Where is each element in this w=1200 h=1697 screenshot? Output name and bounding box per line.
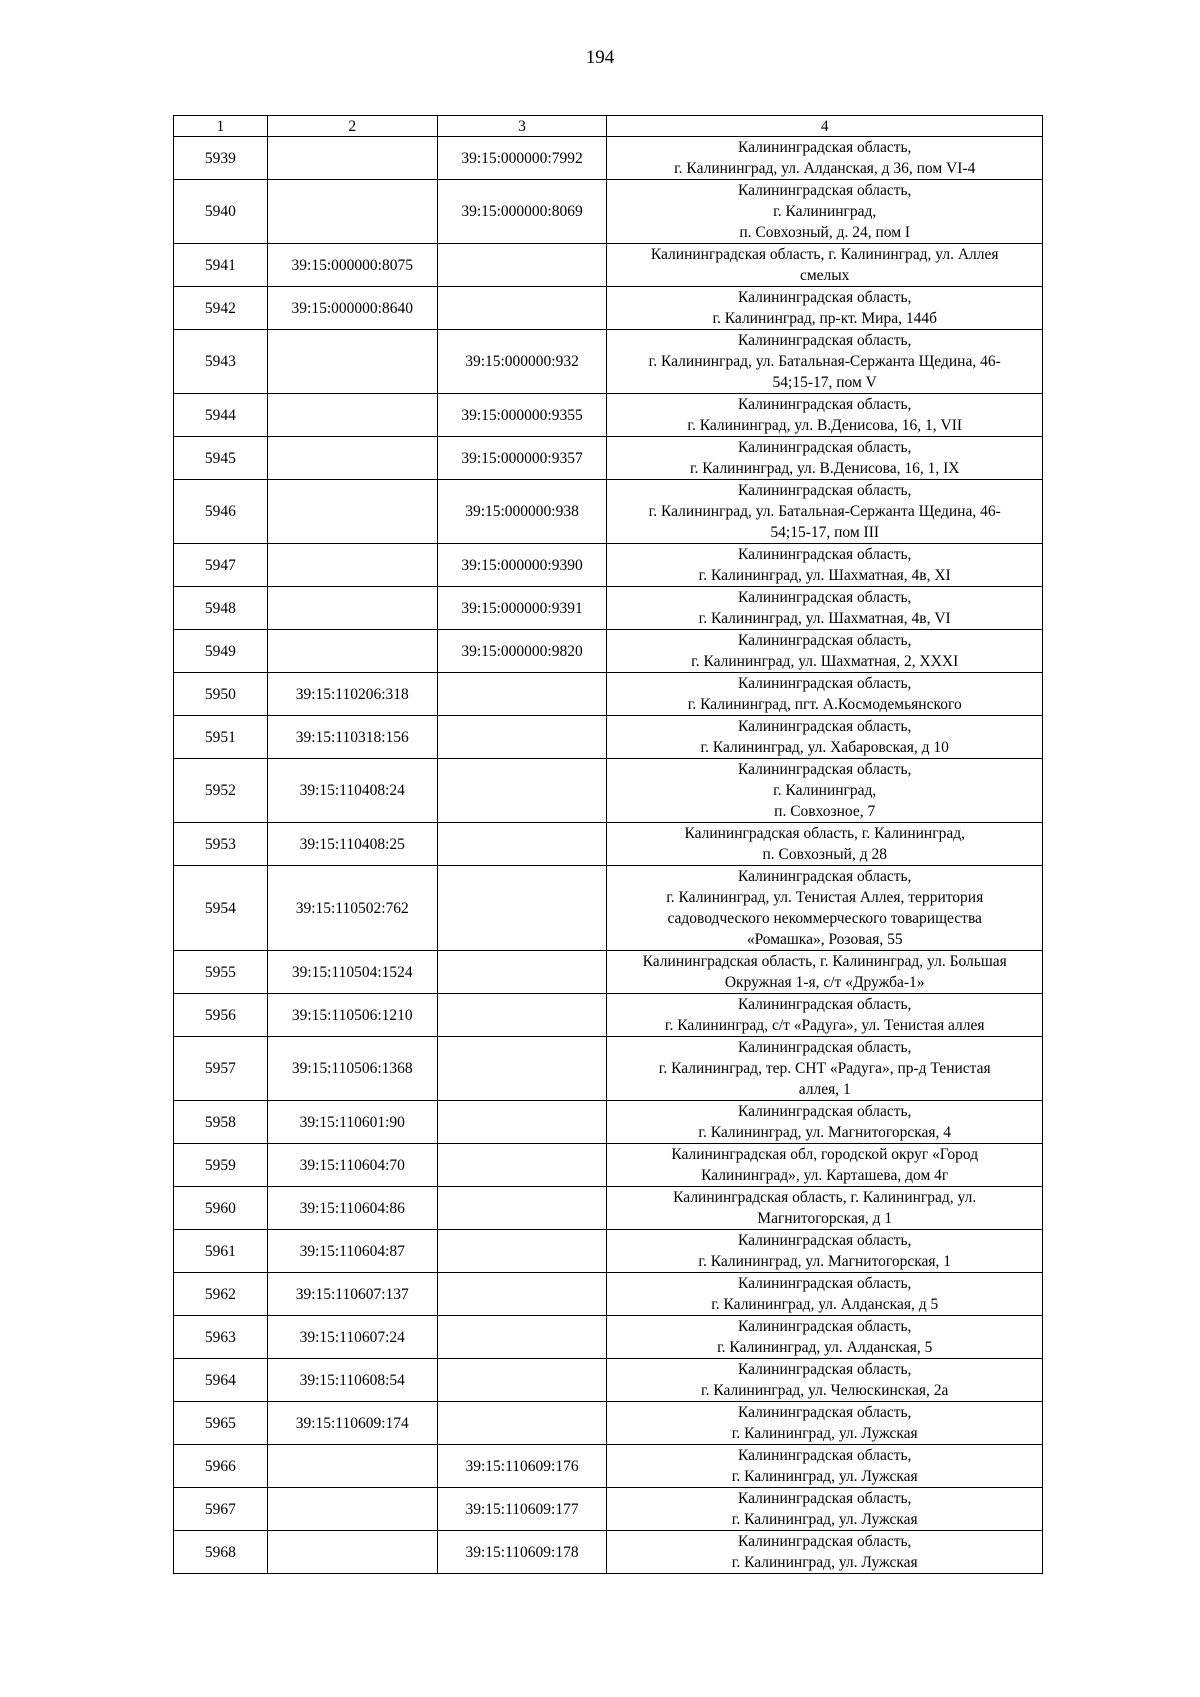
- row-number-cell: 5950: [174, 673, 268, 716]
- row-number-cell: 5942: [174, 287, 268, 330]
- address-line: п. Совхозный, д. 24, пом I: [739, 224, 911, 241]
- table-row: [174, 823, 1043, 866]
- address-cell: [607, 866, 1043, 951]
- cadastral-number-cell: [267, 544, 437, 587]
- cadastral-number-cell: 39:15:110609:177: [437, 1488, 607, 1531]
- address-cell: [607, 759, 1043, 823]
- cadastral-number-cell: 39:15:110601:90: [267, 1101, 437, 1144]
- address-line: г. Калининград, ул. Батальная-Сержанта Щедина, 46-: [648, 353, 1001, 370]
- column-number: 2: [267, 116, 437, 137]
- address-line: п. Совхозное, 7: [774, 803, 876, 820]
- table-row: [174, 587, 1043, 630]
- row-number-cell: 5948: [174, 587, 268, 630]
- address-cell: [607, 1531, 1043, 1574]
- address-line: Калининградская область,: [737, 482, 912, 499]
- cadastral-number-cell: [437, 673, 607, 716]
- row-number-cell: 5954: [174, 866, 268, 951]
- address-line: Калининградская область, г. Калининград, ул. Большая: [642, 953, 1007, 970]
- cadastral-number-cell: 39:15:110609:174: [267, 1402, 437, 1445]
- row-number-cell: 5967: [174, 1488, 268, 1531]
- address-line: г. Калининград, ул. Шахматная, 4в, VI: [698, 610, 951, 627]
- address-line: Калининградская область,: [737, 139, 912, 156]
- cadastral-number-cell: 39:15:110609:176: [437, 1445, 607, 1488]
- address-line: Калининградская область,: [737, 868, 912, 885]
- address-line: Калининградская область,: [737, 632, 912, 649]
- cadastral-number-cell: [267, 1445, 437, 1488]
- address-line: садоводческого некоммерческого товарищества: [667, 910, 982, 927]
- address-line: Калининградская область, г. Калининград, ул. Аллея: [650, 246, 999, 263]
- table-row: [174, 1402, 1043, 1445]
- table-row: [174, 544, 1043, 587]
- row-number-cell: 5968: [174, 1531, 268, 1574]
- row-number-cell: 5939: [174, 137, 268, 180]
- table-row: [174, 437, 1043, 480]
- address-cell: [607, 394, 1043, 437]
- address-line: Калининградская область,: [737, 996, 912, 1013]
- address-line: 54;15-17, пом V: [772, 374, 877, 391]
- row-number-cell: 5955: [174, 951, 268, 994]
- table-row: [174, 137, 1043, 180]
- cadastral-number-cell: [267, 437, 437, 480]
- address-line: г. Калининград, ул. Лужская: [731, 1468, 918, 1485]
- row-number-cell: 5940: [174, 180, 268, 244]
- address-line: г. Калининград, пр-кт. Мира, 144б: [712, 310, 937, 327]
- cadastral-number-cell: 39:15:000000:932: [437, 330, 607, 394]
- cadastral-number-cell: 39:15:110604:86: [267, 1187, 437, 1230]
- cadastral-number-cell: 39:15:000000:9357: [437, 437, 607, 480]
- cadastral-number-cell: [437, 994, 607, 1037]
- cadastral-number-cell: 39:15:110604:70: [267, 1144, 437, 1187]
- address-line: Калининградская область,: [737, 1318, 912, 1335]
- column-number: 3: [437, 116, 607, 137]
- row-number-cell: 5956: [174, 994, 268, 1037]
- address-line: г. Калининград, ул. Лужская: [731, 1554, 918, 1571]
- address-line: г. Калининград, ул. В.Денисова, 16, 1, IX: [689, 460, 960, 477]
- address-cell: [607, 673, 1043, 716]
- address-line: г. Калининград, ул. Лужская: [731, 1425, 918, 1442]
- address-line: Калининградская область,: [737, 1039, 912, 1056]
- cadastral-number-cell: 39:15:110607:24: [267, 1316, 437, 1359]
- row-number-cell: 5966: [174, 1445, 268, 1488]
- cadastral-number-cell: [267, 394, 437, 437]
- row-number-cell: 5945: [174, 437, 268, 480]
- cadastral-number-cell: [267, 180, 437, 244]
- row-number-cell: 5943: [174, 330, 268, 394]
- address-cell: [607, 630, 1043, 673]
- table-row: [174, 630, 1043, 673]
- cadastral-number-cell: [437, 1144, 607, 1187]
- address-line: Калининградская область,: [737, 1275, 912, 1292]
- address-line: г. Калининград, пгт. А.Космодемьянского: [687, 696, 962, 713]
- table-row: [174, 673, 1043, 716]
- cadastral-number-cell: [267, 587, 437, 630]
- address-cell: [607, 480, 1043, 544]
- address-cell: [607, 1445, 1043, 1488]
- address-cell: [607, 1144, 1043, 1187]
- row-number-cell: 5960: [174, 1187, 268, 1230]
- address-cell: [607, 951, 1043, 994]
- cadastral-number-cell: 39:15:000000:9355: [437, 394, 607, 437]
- row-number-cell: 5957: [174, 1037, 268, 1101]
- address-line: Калининградская область,: [737, 1232, 912, 1249]
- row-number-cell: 5951: [174, 716, 268, 759]
- address-cell: [607, 1101, 1043, 1144]
- cadastral-number-cell: 39:15:110206:318: [267, 673, 437, 716]
- address-line: г. Калининград, ул. В.Денисова, 16, 1, VII: [687, 417, 963, 434]
- address-line: г. Калининград, ул. Батальная-Сержанта Щедина, 46-: [648, 503, 1001, 520]
- table-row: [174, 244, 1043, 287]
- cadastral-number-cell: 39:15:000000:9391: [437, 587, 607, 630]
- address-line: Калининградская область,: [737, 1490, 912, 1507]
- cadastral-number-cell: [437, 716, 607, 759]
- address-line: Калининградская область,: [737, 332, 912, 349]
- address-cell: [607, 180, 1043, 244]
- address-line: г. Калининград, с/т «Радуга», ул. Тенистая аллея: [664, 1017, 985, 1034]
- address-cell: [607, 587, 1043, 630]
- row-number-cell: 5961: [174, 1230, 268, 1273]
- cadastral-number-cell: 39:15:110318:156: [267, 716, 437, 759]
- table-row: [174, 1101, 1043, 1144]
- cadastral-number-cell: 39:15:110609:178: [437, 1531, 607, 1574]
- address-line: г. Калининград, ул. Хабаровская, д 10: [700, 739, 949, 756]
- address-line: г. Калининград, ул. Шахматная, 2, XXXI: [691, 653, 959, 670]
- table-row: [174, 330, 1043, 394]
- cadastral-number-cell: [437, 1316, 607, 1359]
- cadastral-number-cell: [267, 137, 437, 180]
- address-cell: [607, 1402, 1043, 1445]
- table-row: [174, 1359, 1043, 1402]
- cadastral-number-cell: [437, 1187, 607, 1230]
- address-line: Калининградская область, г. Калининград, ул.: [673, 1189, 977, 1206]
- address-line: Магнитогорская, д 1: [757, 1210, 893, 1227]
- address-line: Калининградская область,: [737, 1361, 912, 1378]
- table-row: [174, 1230, 1043, 1273]
- address-line: Калининградская область,: [737, 439, 912, 456]
- address-line: Калининград», ул. Карташева, дом 4г: [701, 1167, 949, 1184]
- cadastral-number-cell: 39:15:110506:1210: [267, 994, 437, 1037]
- row-number-cell: 5949: [174, 630, 268, 673]
- table-row: [174, 1316, 1043, 1359]
- address-cell: [607, 137, 1043, 180]
- address-cell: [607, 823, 1043, 866]
- column-number: 4: [607, 116, 1043, 137]
- address-line: Калининградская область,: [737, 1447, 912, 1464]
- table-row: [174, 180, 1043, 244]
- cadastral-number-cell: [437, 1359, 607, 1402]
- row-number-cell: 5963: [174, 1316, 268, 1359]
- address-line: Калининградская область,: [737, 675, 912, 692]
- address-line: г. Калининград, ул. Алданская, д 36, пом VI-4: [674, 160, 976, 177]
- address-line: Калининградская обл, городской округ «Город: [671, 1146, 979, 1163]
- address-line: Калининградская область,: [737, 761, 912, 778]
- address-line: 54;15-17, пом III: [770, 524, 880, 541]
- page-number: 194: [585, 47, 615, 68]
- row-number-cell: 5959: [174, 1144, 268, 1187]
- cadastral-number-cell: [437, 1101, 607, 1144]
- cadastral-number-cell: 39:15:000000:938: [437, 480, 607, 544]
- address-cell: [607, 1230, 1043, 1273]
- address-cell: [607, 1316, 1043, 1359]
- address-line: «Ромашка», Розовая, 55: [746, 931, 903, 948]
- cadastral-number-cell: 39:15:000000:8075: [267, 244, 437, 287]
- address-line: Калининградская область, г. Калининград,: [684, 825, 965, 842]
- cadastral-number-cell: [437, 1402, 607, 1445]
- table-row: [174, 759, 1043, 823]
- row-number-cell: 5952: [174, 759, 268, 823]
- table-row: [174, 1187, 1043, 1230]
- column-number: 1: [174, 116, 268, 137]
- address-line: Калининградская область,: [737, 1404, 912, 1421]
- row-number-cell: 5944: [174, 394, 268, 437]
- cadastral-number-cell: [437, 866, 607, 951]
- address-cell: [607, 1359, 1043, 1402]
- table-row: [174, 1531, 1043, 1574]
- address-cell: [607, 437, 1043, 480]
- cadastral-number-cell: 39:15:110604:87: [267, 1230, 437, 1273]
- address-line: Калининградская область,: [737, 182, 912, 199]
- cadastral-number-cell: 39:15:000000:7992: [437, 137, 607, 180]
- address-line: Калининградская область,: [737, 718, 912, 735]
- row-number-cell: 5947: [174, 544, 268, 587]
- table-row: [174, 394, 1043, 437]
- address-line: Калининградская область,: [737, 546, 912, 563]
- row-number-cell: 5941: [174, 244, 268, 287]
- table-row: [174, 1144, 1043, 1187]
- address-line: г. Калининград, ул. Магнитогорская, 1: [698, 1253, 952, 1270]
- cadastral-number-cell: 39:15:000000:9390: [437, 544, 607, 587]
- table-row: [174, 1273, 1043, 1316]
- table-body: [174, 137, 1043, 1574]
- table-row: [174, 866, 1043, 951]
- table-row: [174, 994, 1043, 1037]
- cadastral-number-cell: [267, 1531, 437, 1574]
- address-cell: [607, 330, 1043, 394]
- address-line: п. Совхозный, д 28: [762, 846, 887, 863]
- cadastral-number-cell: 39:15:110506:1368: [267, 1037, 437, 1101]
- row-number-cell: 5946: [174, 480, 268, 544]
- table-row: [174, 716, 1043, 759]
- address-line: г. Калининград, ул. Челюскинская, 2а: [700, 1382, 949, 1399]
- cadastral-number-cell: [437, 1037, 607, 1101]
- table-row: [174, 480, 1043, 544]
- table-row: [174, 1445, 1043, 1488]
- address-line: г. Калининград, ул. Шахматная, 4в, XI: [698, 567, 951, 584]
- address-cell: [607, 244, 1043, 287]
- cadastral-number-cell: 39:15:110607:137: [267, 1273, 437, 1316]
- address-line: г. Калининград, ул. Лужская: [731, 1511, 918, 1528]
- address-line: Калининградская область,: [737, 396, 912, 413]
- cadastral-number-cell: 39:15:110608:54: [267, 1359, 437, 1402]
- cadastral-number-cell: 39:15:110408:24: [267, 759, 437, 823]
- cadastral-number-cell: [437, 1230, 607, 1273]
- cadastral-number-cell: [267, 630, 437, 673]
- address-cell: [607, 1187, 1043, 1230]
- table-row: [174, 951, 1043, 994]
- address-cell: [607, 287, 1043, 330]
- cadastral-number-cell: 39:15:000000:8640: [267, 287, 437, 330]
- address-line: г. Калининград, ул. Магнитогорская, 4: [698, 1124, 952, 1141]
- address-cell: [607, 994, 1043, 1037]
- cadastral-number-cell: [437, 287, 607, 330]
- register-table: [173, 115, 1043, 1574]
- row-number-cell: 5953: [174, 823, 268, 866]
- table-row: [174, 1037, 1043, 1101]
- address-line: Калининградская область,: [737, 289, 912, 306]
- address-line: Окружная 1-я, с/т «Дружба-1»: [724, 974, 925, 991]
- row-number-cell: 5965: [174, 1402, 268, 1445]
- cadastral-number-cell: 39:15:110408:25: [267, 823, 437, 866]
- cadastral-number-cell: [437, 244, 607, 287]
- cadastral-number-cell: [437, 759, 607, 823]
- cadastral-number-cell: 39:15:000000:9820: [437, 630, 607, 673]
- address-line: г. Калининград, тер. СНТ «Радуга», пр-д Тенистая: [658, 1060, 991, 1077]
- address-cell: [607, 716, 1043, 759]
- cadastral-number-cell: [437, 823, 607, 866]
- cadastral-number-cell: 39:15:000000:8069: [437, 180, 607, 244]
- address-cell: [607, 1273, 1043, 1316]
- row-number-cell: 5958: [174, 1101, 268, 1144]
- address-line: г. Калининград,: [773, 203, 877, 220]
- address-line: г. Калининград, ул. Тенистая Аллея, территория: [666, 889, 984, 906]
- address-line: г. Калининград,: [773, 782, 877, 799]
- address-line: смелых: [799, 267, 850, 284]
- column-number-row: [174, 116, 1043, 137]
- address-cell: [607, 1488, 1043, 1531]
- address-cell: [607, 1037, 1043, 1101]
- address-line: аллея, 1: [798, 1081, 851, 1098]
- table-row: [174, 287, 1043, 330]
- address-line: Калининградская область,: [737, 1103, 912, 1120]
- address-line: Калининградская область,: [737, 589, 912, 606]
- address-line: г. Калининград, ул. Алданская, д 5: [711, 1296, 939, 1313]
- cadastral-number-cell: 39:15:110504:1524: [267, 951, 437, 994]
- address-line: Калининградская область,: [737, 1533, 912, 1550]
- cadastral-number-cell: [437, 1273, 607, 1316]
- cadastral-number-cell: 39:15:110502:762: [267, 866, 437, 951]
- row-number-cell: 5964: [174, 1359, 268, 1402]
- address-cell: [607, 544, 1043, 587]
- address-line: г. Калининград, ул. Алданская, 5: [717, 1339, 933, 1356]
- cadastral-number-cell: [437, 951, 607, 994]
- cadastral-number-cell: [267, 1488, 437, 1531]
- table-row: [174, 1488, 1043, 1531]
- cadastral-number-cell: [267, 330, 437, 394]
- cadastral-number-cell: [267, 480, 437, 544]
- row-number-cell: 5962: [174, 1273, 268, 1316]
